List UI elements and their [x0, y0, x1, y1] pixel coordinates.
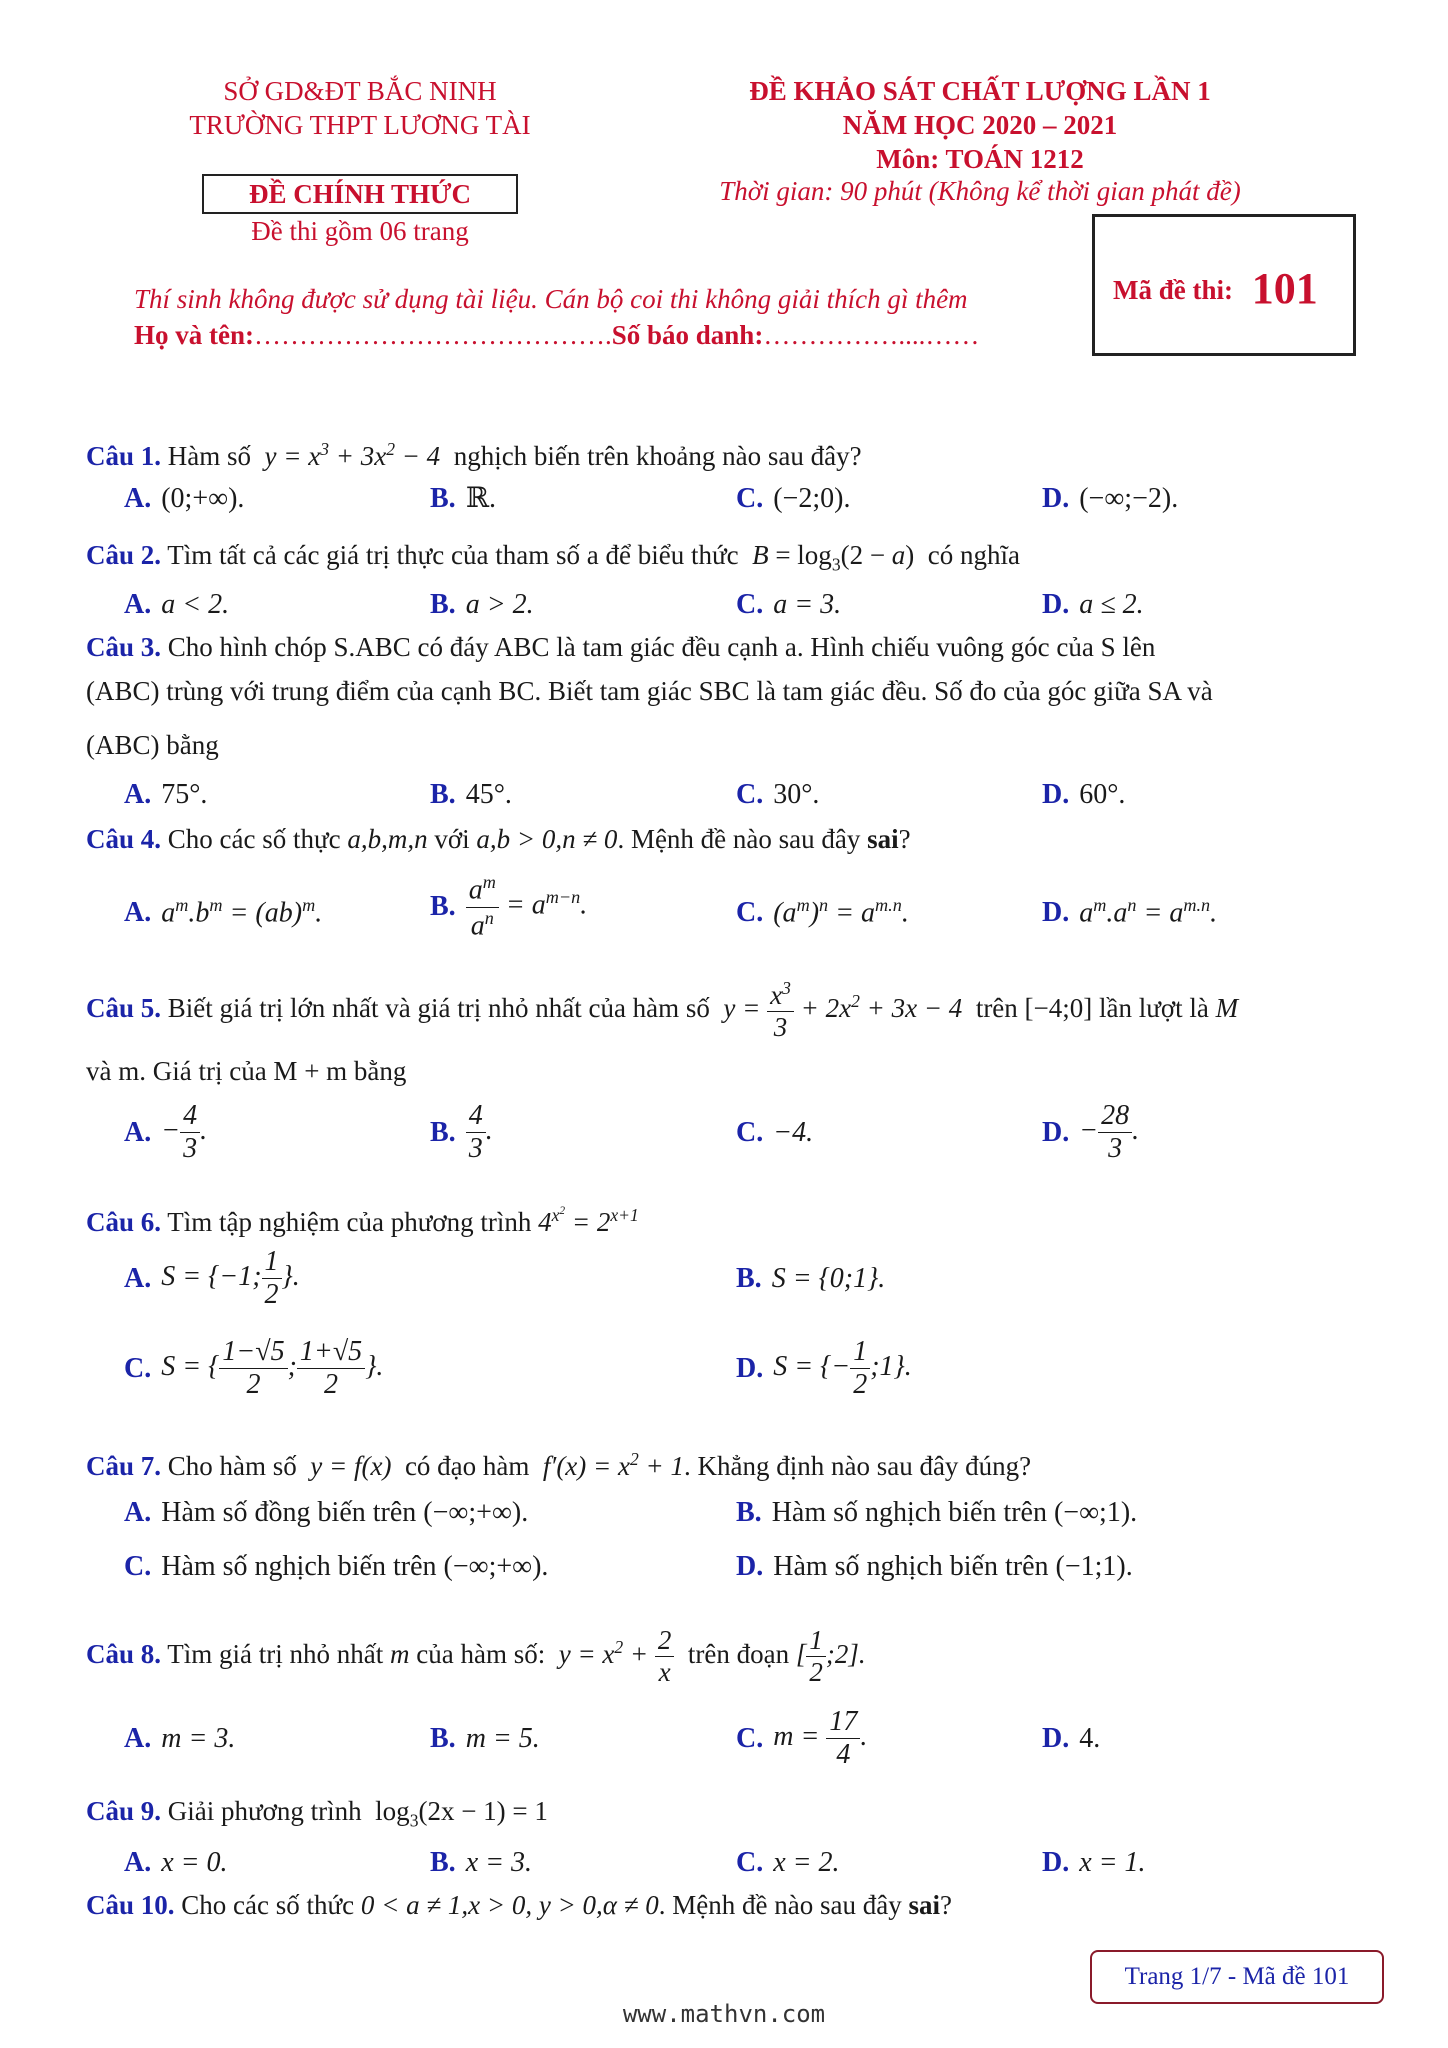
question-6: Câu 6. Tìm tập nghiệm của phương trình $4^{x^2} = 2^{x+1}$	[86, 1204, 639, 1237]
question-text: có nghĩa	[927, 540, 1021, 570]
question-label: Câu 3.	[86, 632, 162, 662]
exam-title: ĐỀ KHẢO SÁT CHẤT LƯỢNG LẦN 1	[749, 76, 1211, 106]
q7-option-d[interactable]: D. Hàm số nghịch biến trên (−1;1).	[736, 1551, 1133, 1582]
q4-option-c[interactable]: C. $(a^m)^n = a^{m.n}$.	[736, 895, 909, 929]
question-label: Câu 9.	[86, 1796, 162, 1826]
q4-option-a[interactable]: A. $a^m.b^m = (ab)^m$.	[124, 895, 323, 929]
q8-option-b[interactable]: B. m = 5.	[430, 1723, 540, 1754]
q4-option-b[interactable]: B. $\frac{a^m}{a^n}$ = $a^{m-n}$.	[430, 872, 588, 941]
question-3-line-2: (ABC) trùng với trung điểm của cạnh BC. Biết tam giác SBC là tam giác đều. Số đo của góc giữa SA và	[86, 676, 1213, 706]
name-label: Họ và tên:	[134, 320, 254, 350]
question-1	[86, 432, 862, 473]
id-dots: ……………....……	[763, 320, 980, 350]
q3-option-c[interactable]: C. 30°.	[736, 779, 820, 810]
question-label: Câu 7.	[86, 1451, 162, 1481]
formula: $y = x^3 + 3x^2 - 4$	[257, 439, 447, 471]
q9-option-a[interactable]: A. x = 0.	[124, 1847, 228, 1878]
question-label: Câu 5.	[86, 993, 162, 1023]
q6-option-b[interactable]: B. S = {0;1}.	[736, 1263, 886, 1294]
q1-option-a[interactable]: A. (0;+∞).	[124, 483, 245, 514]
q6-option-d[interactable]: D. S = {− $\frac{1}{2}$ ;1}.	[736, 1336, 912, 1401]
question-7: Câu 7. Cho hàm số y = f(x) có đạo hàm $f'(x) = x^2 + 1$. Khẳng định nào sau đây đúng?	[86, 1449, 1032, 1481]
site-url[interactable]: www.mathvn.com	[622, 2000, 826, 2028]
q9-option-d[interactable]: D. x = 1.	[1042, 1847, 1146, 1878]
question-label: Câu 2.	[86, 540, 162, 570]
q9-option-b[interactable]: B. x = 3.	[430, 1847, 533, 1878]
question-10: Câu 10. Cho các số thức 0 < a ≠ 1,x > 0, y > 0,α ≠ 0. Mệnh đề nào sau đây sai?	[86, 1890, 952, 1920]
question-8: Câu 8. Tìm giá trị nhỏ nhất m của hàm số: $y = x^2$ + $\frac{2}{x}$ trên đoạn [ $\frac{1}{2}$ ;2].	[86, 1625, 866, 1688]
q1-option-d[interactable]: D. (−∞;−2).	[1042, 483, 1179, 514]
q8-option-c[interactable]: C. m = $\frac{17}{4}$ .	[736, 1706, 868, 1771]
question-label: Câu 4.	[86, 824, 162, 854]
q3-option-d[interactable]: D. 60°.	[1042, 779, 1126, 810]
q9-option-c[interactable]: C. x = 2.	[736, 1847, 840, 1878]
question-5: Câu 5. Biết giá trị lớn nhất và giá trị nhỏ nhất của hàm số y = $\frac{x^3}{3}$ + $2x^2 + 3x - 4$ trên [−4;0] lần lượt là M	[86, 978, 1239, 1043]
school-year: NĂM HỌC 2020 – 2021	[842, 110, 1118, 140]
question-text: Tìm tất cả các giá trị thực của tham số a để biểu thức	[167, 540, 739, 570]
exam-code-box	[1092, 214, 1356, 356]
q3-option-b[interactable]: B. 45°.	[430, 779, 512, 810]
name-dots: ………………………………….	[253, 320, 612, 350]
q7-option-a[interactable]: A. Hàm số đồng biến trên (−∞;+∞).	[124, 1497, 529, 1528]
id-label: Số báo danh:	[611, 320, 764, 350]
page-number: Trang 1/7 - Mã đề 101	[1124, 1963, 1350, 1990]
question-4: Câu 4. Cho các số thực a,b,m,n với a,b > 0,n ≠ 0. Mệnh đề nào sau đây sai?	[86, 824, 911, 854]
question-label: Câu 8.	[86, 1639, 162, 1669]
exam-code: 101	[1251, 264, 1318, 313]
q5-option-a[interactable]: A. − $\frac{4}{3}$ .	[124, 1100, 208, 1165]
school-name: TRƯỜNG THPT LƯƠNG TÀI	[189, 110, 531, 140]
question-label: Câu 6.	[86, 1206, 162, 1237]
q7-option-b[interactable]: B. Hàm số nghịch biến trên (−∞;1).	[736, 1497, 1138, 1528]
exam-notice: Thí sinh không được sử dụng tài liệu. Cán bộ coi thi không giải thích gì thêm	[134, 284, 968, 314]
q5-option-d[interactable]: D. − $\frac{28}{3}$ .	[1042, 1100, 1140, 1165]
question-2	[86, 538, 1020, 581]
q5-option-c[interactable]: C. −4.	[736, 1117, 814, 1148]
question-text: nghịch biến trên khoảng nào sau đây?	[453, 441, 862, 471]
q2-option-a[interactable]: A. a < 2.	[124, 589, 230, 620]
q2-option-c[interactable]: C. a = 3.	[736, 589, 842, 620]
formula: $B = \log_3(2 - a)$	[752, 540, 922, 575]
q6-option-c[interactable]: C. S = { $\frac{1-√5}{2}$ ; $\frac{1+√5}{2}$ }.	[124, 1336, 384, 1401]
question-text: Hàm số	[167, 441, 252, 471]
page-count: Đề thi gồm 06 trang	[251, 216, 469, 246]
exam-time: Thời gian: 90 phút (Không kể thời gian phát đề)	[719, 176, 1241, 206]
dept-name: SỞ GD&ĐT BẮC NINH	[223, 76, 497, 106]
q7-option-c[interactable]: C. Hàm số nghịch biến trên (−∞;+∞).	[124, 1551, 549, 1582]
q3-option-a[interactable]: A. 75°.	[124, 779, 208, 810]
question-text: Cho hình chóp S.ABC có đáy ABC là tam giác đều cạnh a. Hình chiếu vuông góc của S lên	[167, 632, 1156, 662]
question-3-line-3: (ABC) bằng	[86, 730, 219, 760]
question-label: Câu 1.	[86, 441, 162, 471]
q8-option-a[interactable]: A. m = 3.	[124, 1723, 236, 1754]
q4-option-d[interactable]: D. $a^m.a^n = a^{m.n}$.	[1042, 895, 1218, 929]
q2-option-d[interactable]: D. a ≤ 2.	[1042, 589, 1144, 620]
question-5-line-2: và m. Giá trị của M + m bằng	[86, 1056, 407, 1086]
q2-option-b[interactable]: B. a > 2.	[430, 589, 534, 620]
question-label: Câu 10.	[86, 1890, 175, 1920]
q6-option-a[interactable]: A. S = {−1; $\frac{1}{2}$ }.	[124, 1246, 300, 1311]
candidate-line	[134, 320, 979, 351]
q1-option-b[interactable]: B. ℝ.	[430, 483, 496, 514]
exam-code-label: Mã đề thi:	[1113, 275, 1233, 305]
question-9: Câu 9. Giải phương trình $\log_3(2x - 1) = 1$	[86, 1796, 548, 1831]
question-3	[86, 630, 1155, 664]
q5-option-b[interactable]: B. $\frac{4}{3}$ .	[430, 1100, 493, 1165]
page-footer-box	[1090, 1950, 1384, 2004]
official-label: ĐỀ CHÍNH THỨC	[202, 174, 518, 214]
q1-option-c[interactable]: C. (−2;0).	[736, 483, 851, 514]
subject: Môn: TOÁN 1212	[876, 144, 1084, 174]
q8-option-d[interactable]: D. 4.	[1042, 1723, 1101, 1754]
